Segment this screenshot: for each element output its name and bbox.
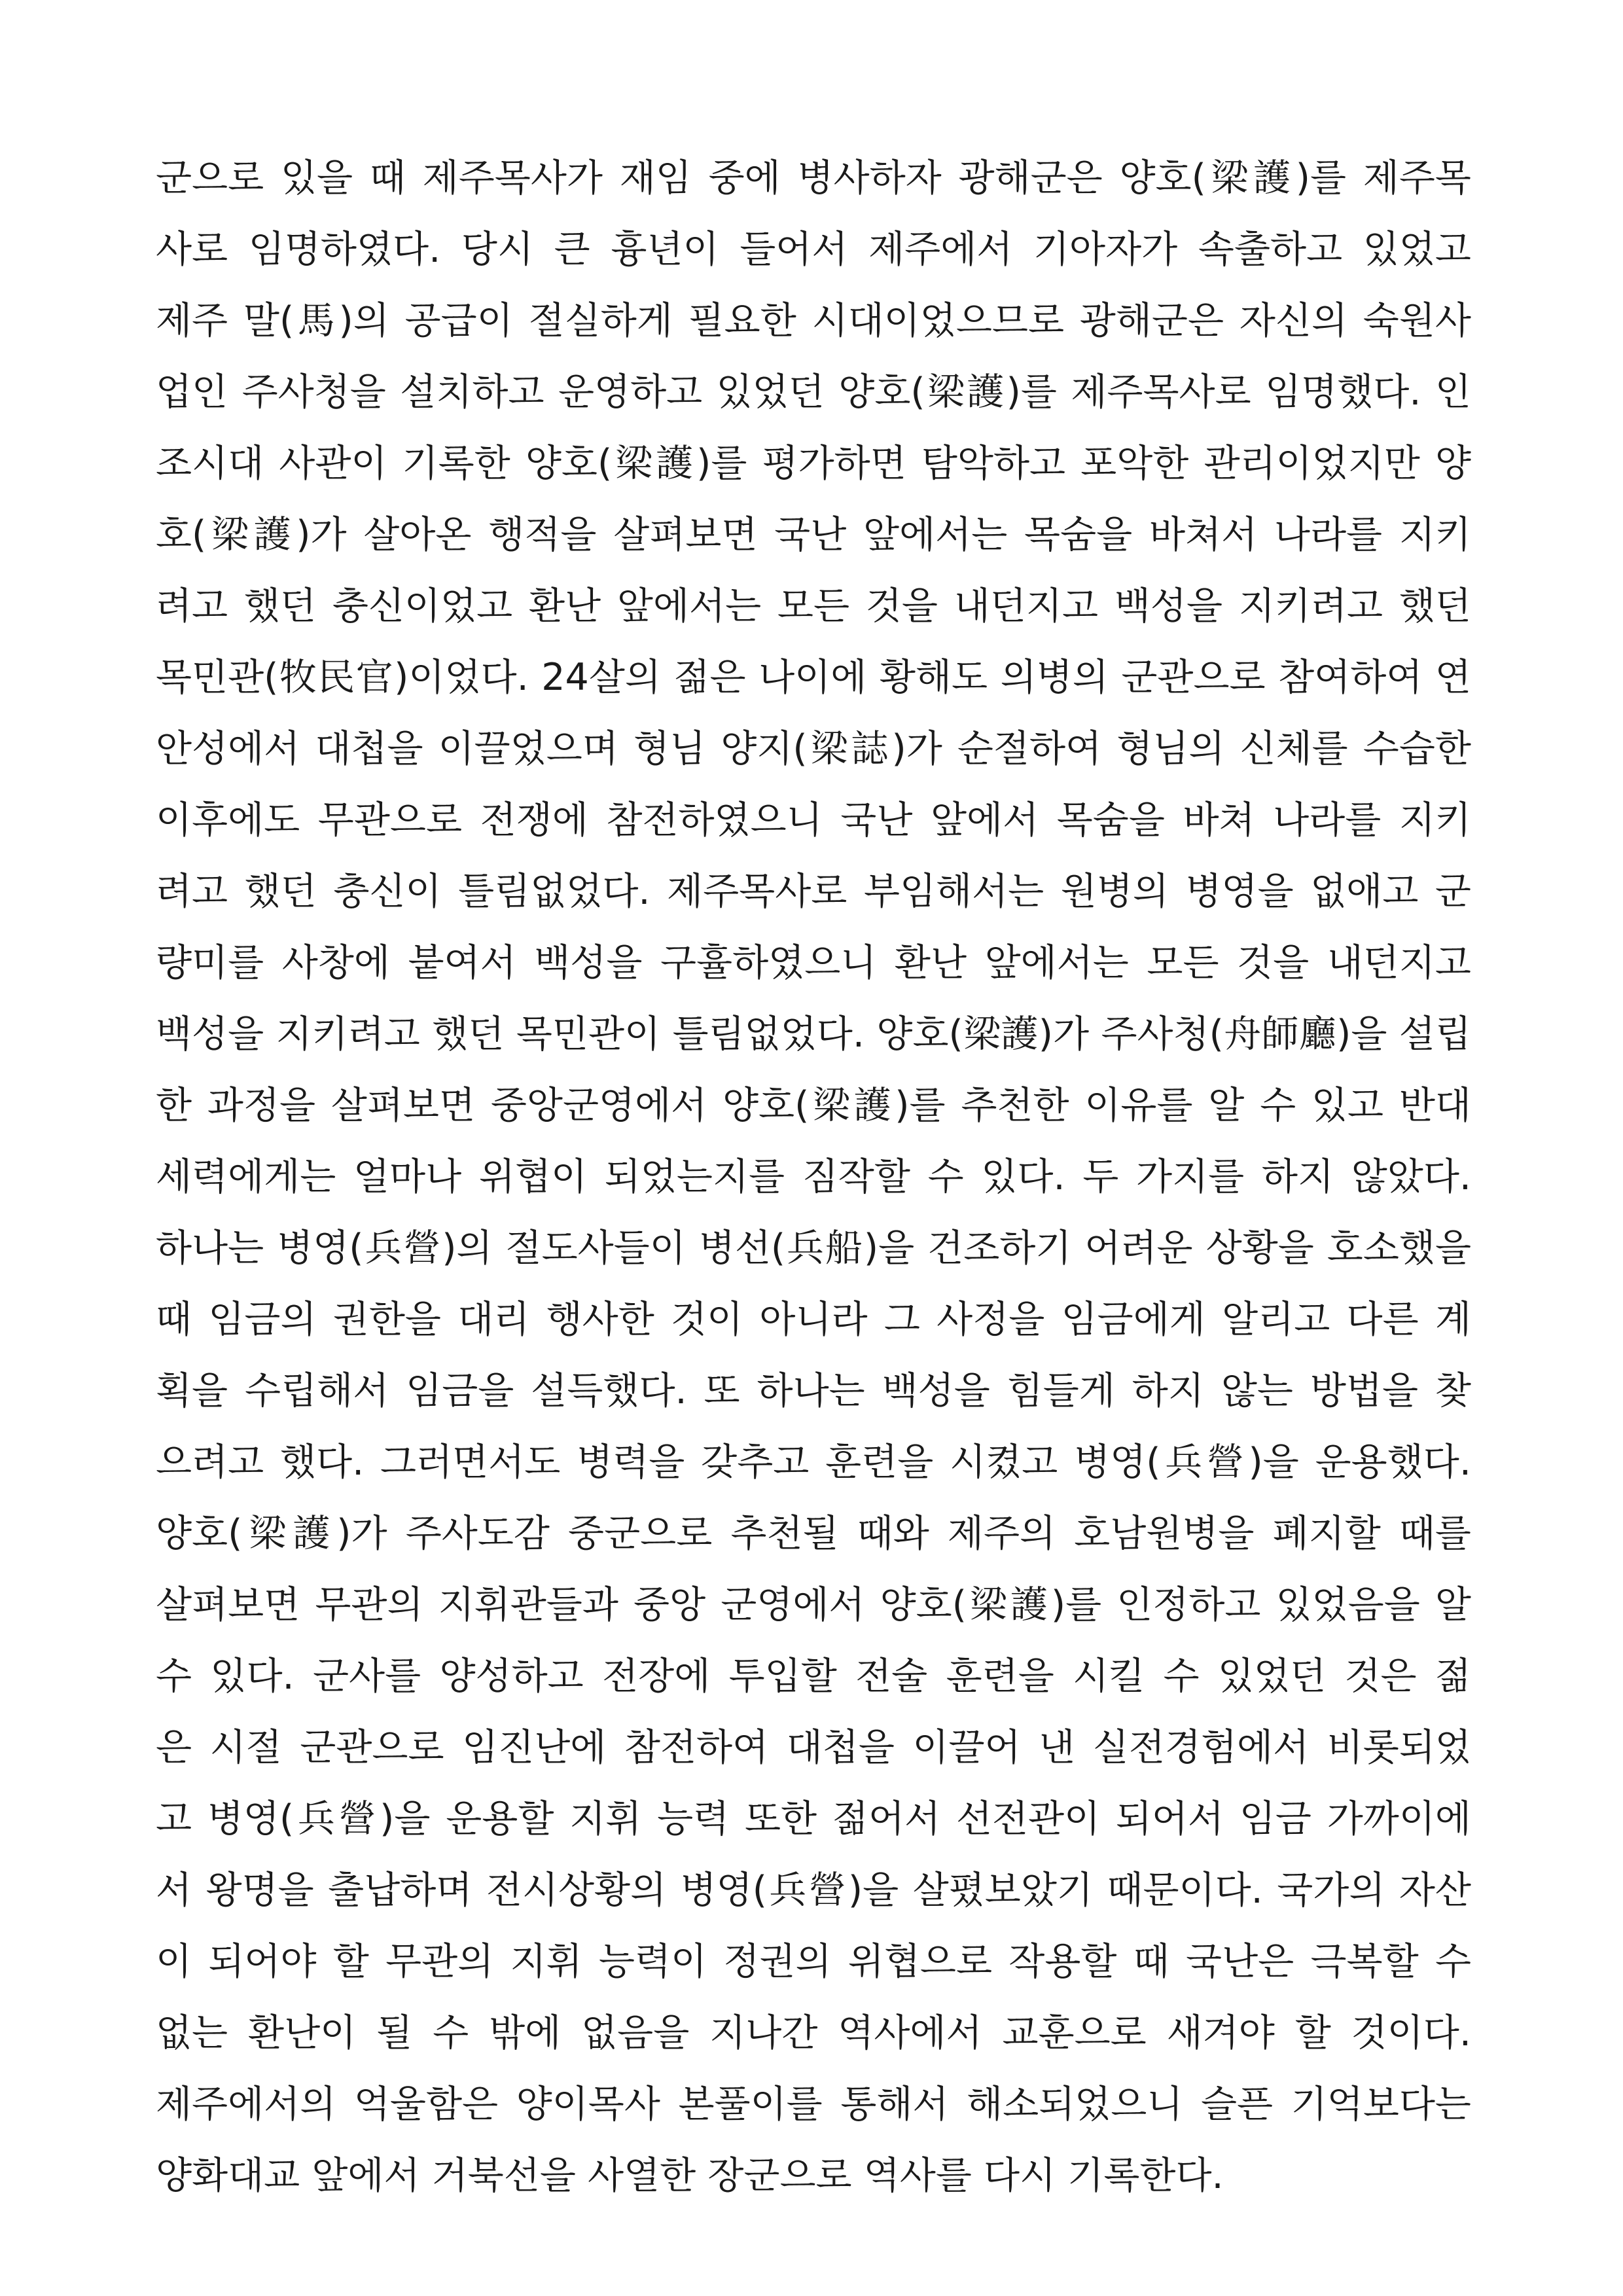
body-text: [156, 143, 1471, 2212]
text-line: 고 병영(兵營)을 운용할 지휘 능력 또한 젊어서 선전관이 되어서 임금 가까이에: [156, 1797, 1471, 1840]
text-line: 려고 했던 충신이었고 환난 앞에서는 모든 것을 내던지고 백성을 지키려고 했던: [156, 584, 1471, 628]
text-line: 없는 환난이 될 수 밖에 없음을 지나간 역사에서 교훈으로 새겨야 할 것이다.: [156, 2011, 1471, 2054]
text-line-last: 양화대교 앞에서 거북선을 사열한 장군으로 역사를 다시 기록한다.: [156, 2154, 1224, 2197]
text-line: 은 시절 군관으로 임진난에 참전하여 대첩을 이끌어 낸 실전경험에서 비롯되었: [156, 1726, 1471, 1769]
text-line: 백성을 지키려고 했던 목민관이 틀림없었다. 양호(梁護)가 주사청(舟師廳)을 설립: [156, 1013, 1471, 1056]
text-line: 한 과정을 살펴보면 중앙군영에서 양호(梁護)를 추천한 이유를 알 수 있고 반대: [156, 1084, 1471, 1127]
text-line: 서 왕명을 출납하며 전시상황의 병영(兵營)을 살폈보았기 때문이다. 국가의 자산: [156, 1869, 1471, 1912]
text-line: 제주에서의 억울함은 양이목사 본풀이를 통해서 해소되었으니 슬픈 기억보다는: [156, 2083, 1471, 2126]
text-line: 제주 말(馬)의 공급이 절실하게 필요한 시대이었으므로 광해군은 자신의 숙원사: [156, 299, 1471, 342]
text-line: 이후에도 무관으로 전쟁에 참전하였으니 국난 앞에서 목숨을 바쳐 나라를 지키: [156, 798, 1471, 842]
text-line: 살펴보면 무관의 지휘관들과 중앙 군영에서 양호(梁護)를 인정하고 있었음을 알: [156, 1583, 1471, 1626]
text-line: 양호(梁護)가 주사도감 중군으로 추천될 때와 제주의 호남원병을 폐지할 때를: [156, 1512, 1471, 1555]
text-line: 안성에서 대첩을 이끌었으며 형님 양지(梁誌)가 순절하여 형님의 신체를 수습한: [156, 727, 1471, 770]
text-line: 사로 임명하였다. 당시 큰 흉년이 들어서 제주에서 기아자가 속출하고 있었고: [156, 228, 1471, 271]
text-line: 수 있다. 군사를 양성하고 전장에 투입할 전술 훈련을 시킬 수 있었던 것은 젊: [156, 1655, 1471, 1698]
text-line: 으려고 했다. 그러면서도 병력을 갖추고 훈련을 시켰고 병영(兵營)을 운용했다.: [156, 1441, 1471, 1484]
text-line: 군으로 있을 때 제주목사가 재임 중에 병사하자 광해군은 양호(梁護)를 제주목: [156, 156, 1471, 200]
text-line: 하나는 병영(兵營)의 절도사들이 병선(兵船)을 건조하기 어려운 상황을 호소했을: [156, 1227, 1471, 1270]
text-line: 려고 했던 충신이 틀림없었다. 제주목사로 부임해서는 원병의 병영을 없애고 군: [156, 870, 1471, 913]
text-line: 획을 수립해서 임금을 설득했다. 또 하나는 백성을 힘들게 하지 않는 방법을 찾: [156, 1369, 1471, 1412]
text-line: 량미를 사창에 붙여서 백성을 구휼하였으니 환난 앞에서는 모든 것을 내던지고: [156, 941, 1471, 984]
text-line: 세력에게는 얼마나 위협이 되었는지를 짐작할 수 있다. 두 가지를 하지 않았다.: [156, 1155, 1471, 1198]
text-line: 업인 주사청을 설치하고 운영하고 있었던 양호(梁護)를 제주목사로 임명했다. 인: [156, 370, 1471, 414]
text-line: 때 임금의 권한을 대리 행사한 것이 아니라 그 사정을 임금에게 알리고 다른 계: [156, 1298, 1471, 1341]
text-line: 이 되어야 할 무관의 지휘 능력이 정권의 위협으로 작용할 때 국난은 극복할 수: [156, 1940, 1471, 1983]
text-line: 조시대 사관이 기록한 양호(梁護)를 평가하면 탐악하고 포악한 관리이었지만 양: [156, 442, 1471, 485]
text-line: 호(梁護)가 살아온 행적을 살펴보면 국난 앞에서는 목숨을 바쳐서 나라를 지키: [156, 513, 1471, 556]
text-line: 목민관(牧民官)이었다. 24살의 젊은 나이에 황해도 의병의 군관으로 참여하여 연: [156, 656, 1471, 699]
